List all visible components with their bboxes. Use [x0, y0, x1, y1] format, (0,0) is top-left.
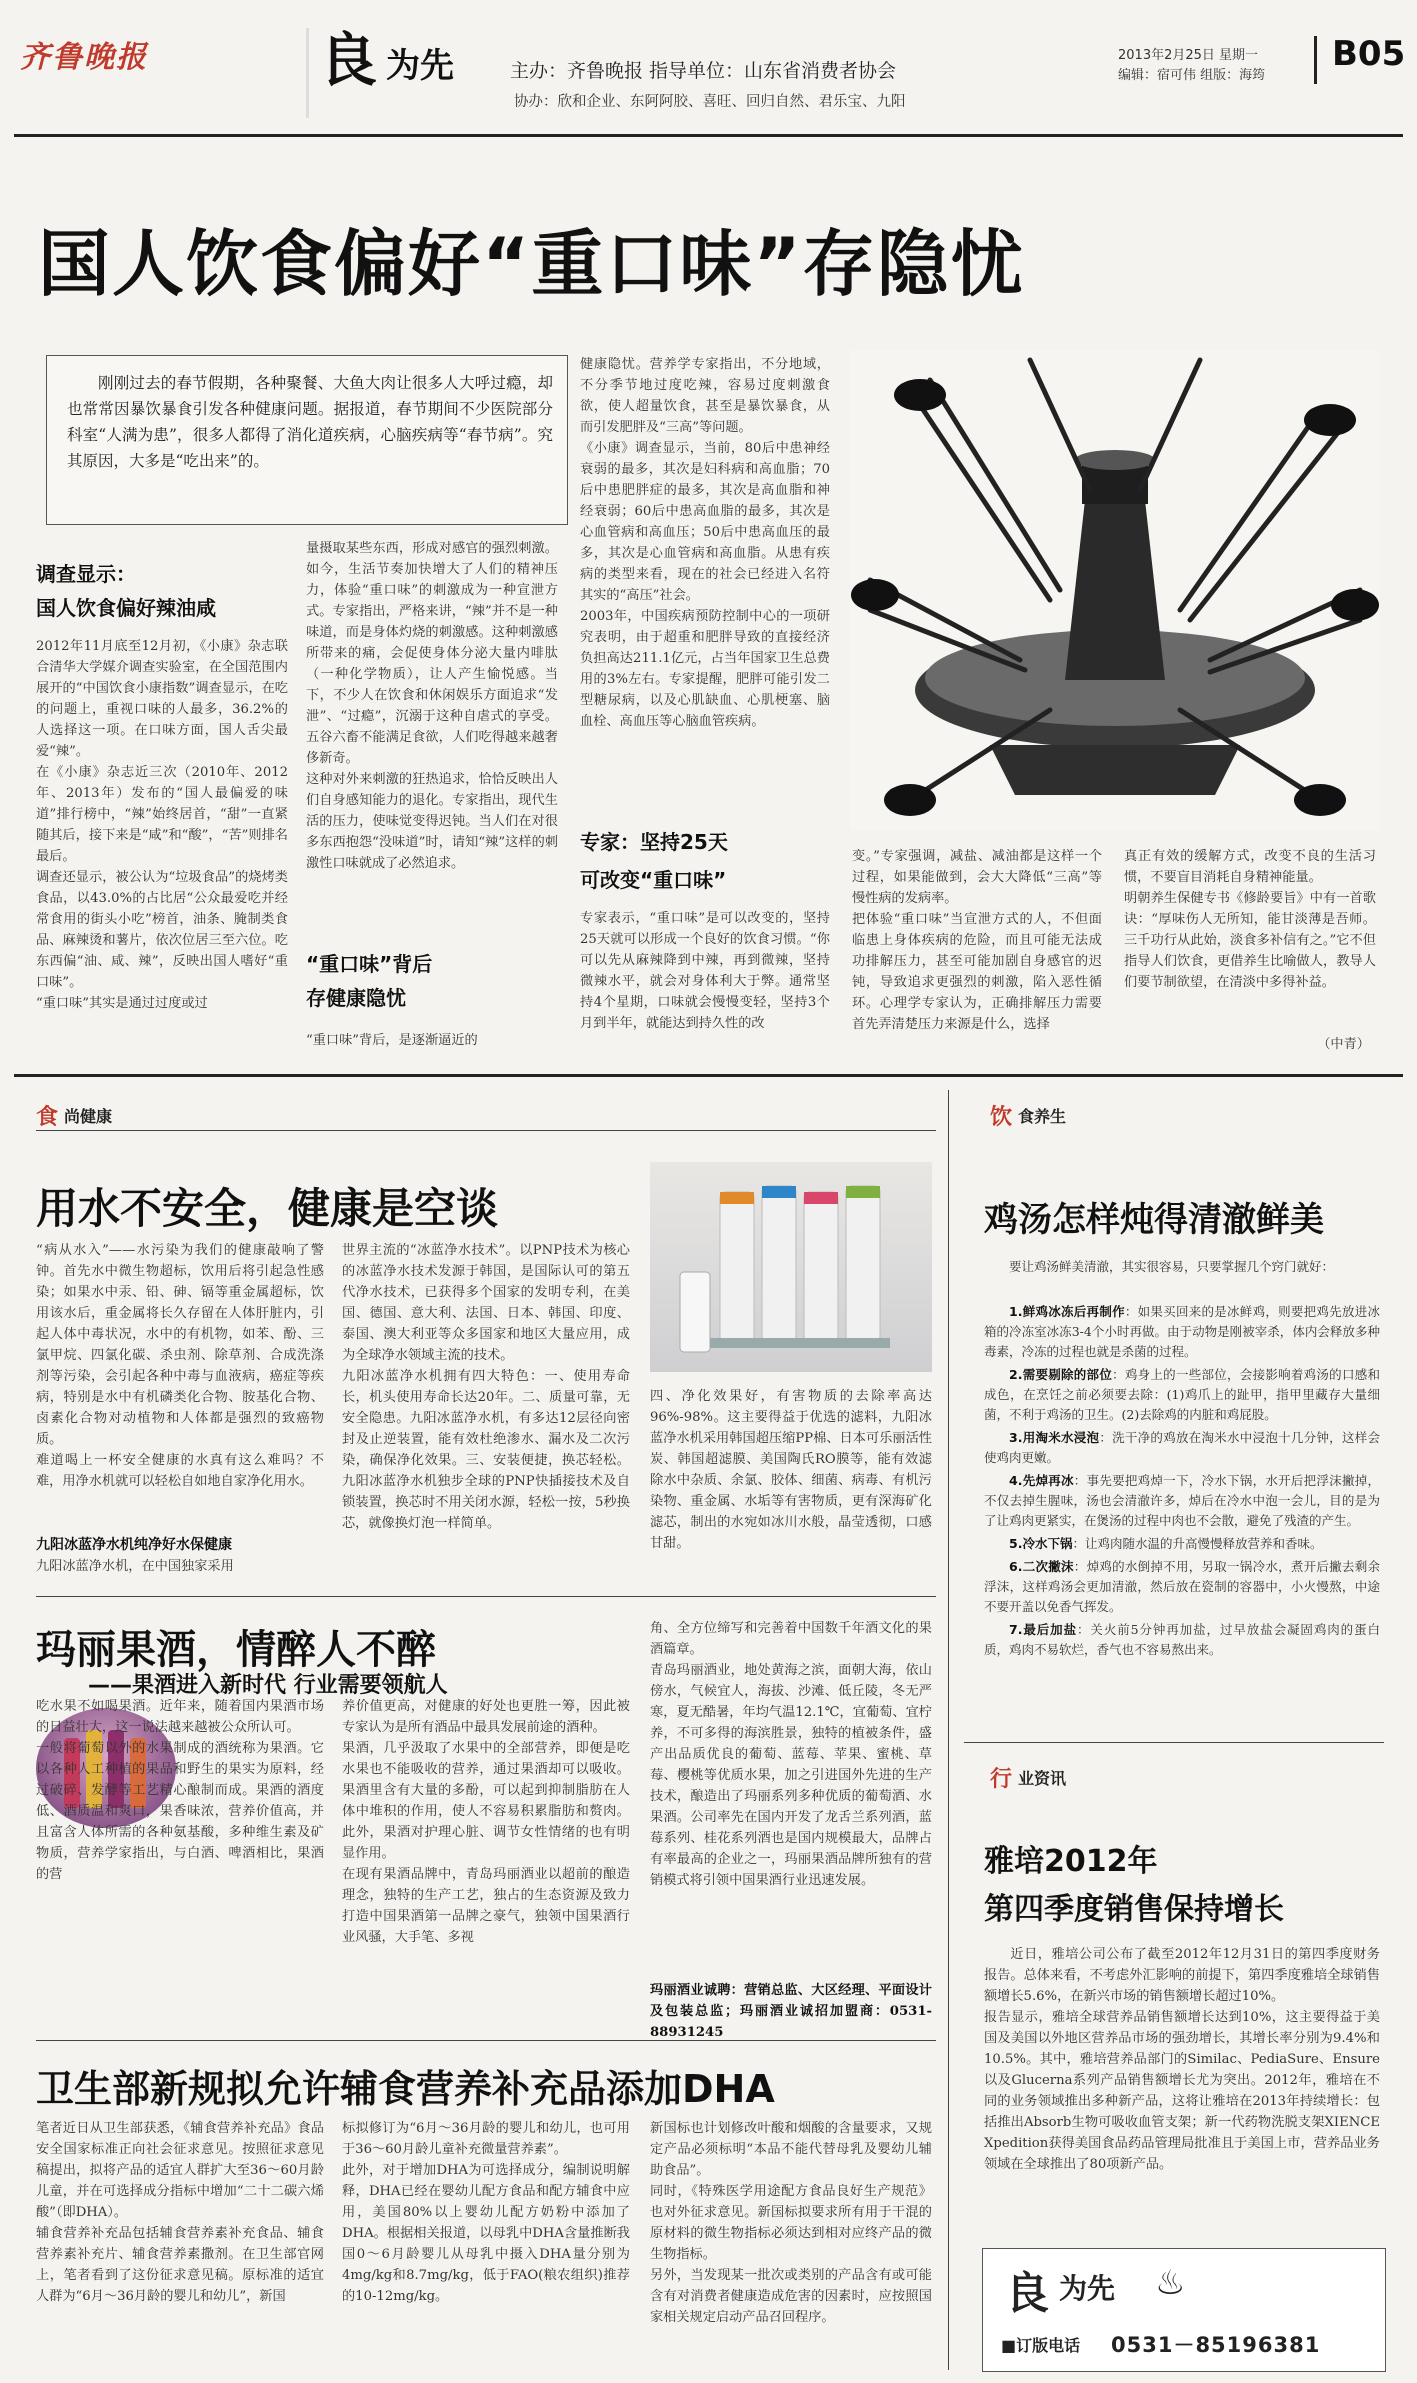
industry-headline-2: 第四季度销售保持增长 — [984, 1892, 1284, 1927]
soup-tip-text: ：让鸡肉随水温的升高慢慢释放营养和香味。 — [1072, 1536, 1323, 1551]
health-tag-rule — [36, 1130, 936, 1131]
section-tag-soup — [990, 1100, 1066, 1131]
soup-tip — [984, 1365, 1380, 1425]
soup-tip-text: ：焯鸡的水倒掉不用，另取一锅冷水，煮开后撇去剩余浮沫，这样鸡汤会更加清澈，然后放在瓷制的容器中，小火慢熬，中途不要开盖以免香气挥发。 — [984, 1559, 1380, 1614]
lead-subhead-2a: “重口味”背后 — [306, 952, 433, 976]
section-tag-industry — [990, 1762, 1066, 1793]
subscription-ad — [982, 2248, 1386, 2372]
lead-col-2b: “重口味”背后，是逐渐逼近的 — [306, 1033, 478, 1048]
soup-tip-text: ：事先要把鸡焯一下，冷水下锅，水开后把浮沫撇掉，不仅去掉生腥味，汤也会清澈许多，焯后在冷水中泡一会儿，目的是为了让鸡肉更紧实，在煲汤的过程中肉也不会散，避免了残渣的产生。 — [984, 1473, 1380, 1528]
lead-col-5: 变。”专家强调，减盐、减油都是这样一个过程，如果能做到，会大大降低“三高”等慢性病的发病率。 把体验“重口味”当宣泄方式的人，不但面临患上身体疾病的危险，而且可能无法成功排解压力，甚至可能加剧自身感官的迟钝，导致追求更强烈的刺激，陷入恶性循环。心理学专家认为，正确排解压力需要首先弄清楚压力来源是什么，选择 — [852, 849, 1102, 1032]
health-tag-label: 尚健康 — [64, 1107, 113, 1126]
soup-tip-key: 7.最后加盐 — [1009, 1622, 1077, 1637]
soup-bottom-rule — [964, 1742, 1384, 1743]
ad-hotline-label: ■订版电话 — [1001, 2336, 1081, 2355]
water-col-a-subhead: 九阳冰蓝净水机纯净好水保健康 — [36, 1537, 232, 1553]
page-number: B05 — [1332, 34, 1406, 74]
ad-phone: 0531－85196381 — [1111, 2333, 1321, 2357]
hotpot-illustration — [850, 350, 1380, 830]
soup-tip-text: ：鸡身上的一些部位，会接影响着鸡汤的口感和成色，在烹饪之前必须要去除：(1)鸡爪上的趾甲，指甲里藏存大量细菌，不利于鸡汤的卫生。(2)去除鸡的内脏和鸡屁股。 — [984, 1367, 1380, 1422]
soup-tip-text: ：如果买回来的是冰鲜鸡，则要把鸡先放进冰箱的冷冻室冰冻3-4个小时再做。由于动物是刚被宰杀，体内会释放多种毒素，冷冻的过程也就是杀菌的过程。 — [984, 1304, 1380, 1359]
soup-tag-label: 食养生 — [1018, 1107, 1067, 1126]
soup-tip — [984, 1428, 1380, 1468]
soup-tip — [984, 1302, 1380, 1362]
lead-col-4: 专家表示，“重口味”是可以改变的，坚持25天就可以形成一个良好的饮食习惯。“你可以先从麻辣降到中辣，再到微辣，坚持微辣水平，就会对身体利大于弊。通常坚持4个星期，口味就会慢慢变轻，坚持3个月到半年，就能达到持久性的改 — [580, 911, 830, 1031]
industry-body: 近日，雅培公司公布了截至2012年12月31日的第四季度财务报告。总体来看，不考虑外汇影响的前提下，第四季度雅培全球销售额增长5.6%，在新兴市场的销售额增长超过10%。 报告显示，雅培全球营养品销售额增长达到10%，这主要得益于美国及美国以外地区营养品市场的强劲增长，其增长率分别为9.4%和10.5%。其中，雅培营养品部门的Similac、PediaSure、Ensure以及Glucerna系列产品销售额增长尤为突出。2012年，雅培在不同的业务领域推出多种新产品，这将让雅培在2013年持续增长：包括推出Absorb生物可吸收血管支架；新一代药物洗脱支架XIENCE Xpedition获得美国食品药品管理局批准且于美国上市，营养品业务领域在全球推出了80项新产品。 — [984, 1947, 1380, 2172]
soup-tip — [984, 1534, 1380, 1554]
dha-col-b: 标拟修订为“6月～36月龄的婴儿和幼儿，也可用于36～60月龄儿童补充微量营养素”。 此外，对于增加DHA为可选择成分，编制说明解释，DHA已经在婴幼儿配方食品和配方辅食中应用，美国80%以上婴幼儿配方奶粉中添加了DHA。根据相关报道，以母乳中DHA含量推断我国0～6月龄婴儿从母乳中摄入DHA量分别为4mg/kg和8.7mg/kg，低于FAO(粮农组织)推荐的10-12mg/kg。 — [342, 2121, 630, 2304]
soup-tag-glyph: 饮 — [990, 1105, 1013, 1130]
host-line: 主办：齐鲁晚报 指导单位：山东省消费者协会 — [510, 60, 897, 82]
soup-tip-key: 4.先焯再冰 — [1009, 1473, 1074, 1488]
lead-subhead-3b: 可改变“重口味” — [580, 868, 727, 892]
water-col-c: 四、净化效果好，有害物质的去除率高达96%-98%。这主要得益于优选的滤料，九阳冰蓝净水机采用韩国超压缩PP棉、日本可乐丽活性炭、韩国超滤膜、美国陶氏RO膜等，能有效滤除水中杂质、余氯、胶体、细菌、病毒、有机污染物、重金属、水垢等有害物质，更有深海矿化滤芯，制出的水宛如冰川水般，晶莹透彻，口感甘甜。 — [650, 1389, 932, 1551]
soup-intro: 要让鸡汤鲜美清澈，其实很容易，只要掌握几个窍门就好： — [1009, 1259, 1335, 1274]
soup-tip — [984, 1557, 1380, 1617]
wine-subhead: ——果酒进入新时代 行业需要领航人 — [88, 1673, 448, 1698]
dha-headline: 卫生部新规拟允许辅食营养补充品添加DHA — [36, 2067, 775, 2111]
soup-tip-key: 5.冷水下锅 — [1009, 1536, 1073, 1551]
soup-tip — [984, 1620, 1380, 1660]
water-headline: 用水不安全，健康是空谈 — [36, 1184, 499, 1233]
lead-col-3: 健康隐忧。营养学专家指出，不分地域，不分季节地过度吃辣，容易过度刺激食欲，使人超量饮食，甚至是暴饮暴食，从而引发肥胖及“三高”等问题。 《小康》调查显示，当前，80后中患神经衰弱的最多，其次是妇科病和高血脂；70后中患肥胖症的最多，其次是高血脂和神经衰弱；60后中患高血脂的最多，其次是心血管病和高血压；50后中患高血压的最多，其次是心血管病和高血脂。从患有疾病的类型来看，现在的社会已经进入名符其实的“高压”社会。 2003年，中国疾病预防控制中心的一项研究表明，由于超重和肥胖导致的直接经济负担高达211.1亿元，占当年国家卫生总费用的3%左右。专家提醒，肥胖可能引发二型糖尿病，以及心肌缺血、心肌梗塞、脑血栓、高血压等心脑血管疾病。 — [580, 357, 830, 729]
soup-tip-key: 6.二次撇沫 — [1009, 1559, 1074, 1574]
water-bottom-rule — [36, 1596, 936, 1597]
lead-subhead-1b: 国人饮食偏好辣油咸 — [36, 596, 216, 620]
industry-headline-1: 雅培2012年 — [984, 1844, 1158, 1879]
water-col-b: 世界主流的“冰蓝净水技术”。以PNP技术为核心的冰蓝净水技术发源于韩国，是国际认可的第五代净水技术，已获得多个国家的发明专利，在美国、德国、意大利、法国、日本、韩国、印度、泰国、澳大利亚等众多国家和地区大量应用，成为全球净水领域主流的技术。 九阳冰蓝净水机拥有四大特色：一、使用寿命长，机头使用寿命长达20年。二、质量可靠，无安全隐患。九阳冰蓝净水机，有多达12层径向密封及止逆装置，能有效杜绝渗水、漏水及二次污染，确保净化效果。三、安装便捷，换芯轻松。九阳冰蓝净水机独步全球的PNP快插接技术及自锁装置，换芯时不用关闭水源，轻松一按，5秒换芯，就像换灯泡一样简单。 — [342, 1243, 630, 1531]
soup-headline: 鸡汤怎样炖得清澈鲜美 — [984, 1200, 1324, 1240]
section-tag-health — [36, 1100, 112, 1131]
wine-contact: 玛丽酒业诚聘：营销总监、大区经理、平面设计及包装总监；玛丽酒业诚招加盟商：0531-88931245 — [650, 1983, 932, 2040]
lead-intro-box — [46, 355, 568, 525]
dha-col-c: 新国标也计划修改叶酸和烟酸的含量要求，又规定产品必须标明“本品不能代替母乳及婴幼儿辅助食品”。 同时，《特殊医学用途配方食品良好生产规范》也对外征求意见。新国标拟要求所有用于干混的原材料的微生物指标必须达到相对应终产品的微生物指标。 另外，当发现某一批次或类别的产品含有或可能含有对消费者健康造成危害的因素时，应按照国家相关规定启动产品召回程序。 — [650, 2121, 932, 2325]
soup-tip — [984, 1471, 1380, 1531]
lead-col-2: 量摄取某些东西，形成对感官的强烈刺激。如今，生活节奏加快增大了人们的精神压力，体验“重口味”的刺激成为一种宣泄方式。专家指出，严格来讲，“辣”并不是一种味道，而是身体灼烧的刺激感。这种刺激感所带来的痛，会促使身体分泌大量内啡肽（一种化学物质），让人产生愉悦感。当下，不少人在饮食和休闲娱乐方面追求“发泄”、“过瘾”，沉溺于这种自虐式的享受。五谷六畜不能满足食欲，人们吃得越来越奢侈新奇。 这种对外来刺激的狂热追求，恰恰反映出人们自身感知能力的退化。专家指出，现代生活的压力，使味觉变得迟钝。当人们在对很多东西抱怨“没味道”时，请知“辣”这样的刺激性口味就成了必然追求。 — [306, 541, 558, 871]
wine-headline: 玛丽果酒，情醉人不醉 — [36, 1627, 436, 1673]
industry-tag-glyph: 行 — [990, 1767, 1013, 1792]
water-col-a-2: 九阳冰蓝净水机，在中国独家采用 — [36, 1559, 234, 1574]
lead-subhead-3a: 专家：坚持25天 — [580, 830, 728, 854]
editors: 编辑：宿可伟 组版：海筠 — [1118, 68, 1266, 83]
lead-subhead-1: 调查显示： — [36, 562, 136, 586]
ad-logo-mark: 良 — [1005, 2268, 1049, 2319]
lead-intro: 刚刚过去的春节假期，各种聚餐、大鱼大肉让很多人大呼过瘾，却也常常因暴饮暴食引发各种健康问题。据报道，春节期间不少医院部分科室“人满为患”，很多人都得了消化道疾病，心脑疾病等“春节病”。究其原因，大多是“吃出来”的。 — [67, 374, 553, 470]
right-column-divider — [948, 1090, 949, 2370]
wine-col-a: 吃水果不如喝果酒。近年来，随着国内果酒市场的日益壮大，这一说法越来越被公众所认可。 一般将葡萄以外的水果制成的酒统称为果酒。它以各种人工种植的果品和野生的果实为原料，经过破碎、发酵等工艺精心酿制而成。果酒的酒度低、酒质温和爽口，果香味浓，营养价值高，并且富含人体所需的各种氨基酸，多种维生素及矿物质，营养学家指出，与白酒、啤酒相比，果酒的营 — [36, 1699, 324, 1882]
wine-bottom-rule — [36, 2040, 936, 2041]
soup-tip-text: ：关火前5分钟再加盐，过早放盐会凝固鸡肉的蛋白质，鸡肉不易软烂，香气也不容易熬出来。 — [984, 1622, 1380, 1657]
masthead-rule — [14, 134, 1403, 137]
soup-tip-key: 1.鲜鸡冰冻后再制作 — [1009, 1304, 1125, 1319]
lead-subhead-2b: 存健康隐忧 — [306, 986, 406, 1010]
lead-col-1: 2012年11月底至12月初，《小康》杂志联合清华大学媒介调查实验室，在全国范围内展开的“中国饮食小康指数”调查显示，在吃的问题上，重视口味的人最多，36.2%的人选择这一项。在口味方面，国人舌尖最爱“辣”。 在《小康》杂志近三次（2010年、2012年、2013年）发布的“国人最偏爱的味道”排行榜中，“辣”始终居首，“甜”一直紧随其后，接下来是“咸”和“酸”，“苦”则排名最后。 调查还显示，被公认为“垃圾食品”的烧烤类食品，以43.0%的占比居“公众最爱吃并经常食用的街头小吃”榜首，油条、腌制类食品、麻辣烫和薯片，依次位居三至六位。吃东西偏“油、咸、辣”，反映出国人嗜好“重口味”。 “重口味”其实是通过过度或过 — [36, 639, 288, 1011]
column-logo-text: 为先 — [386, 46, 454, 86]
lead-byline: （中青） — [1317, 1037, 1370, 1052]
masthead — [14, 26, 1406, 132]
water-filter-photo — [650, 1162, 932, 1372]
wine-col-b: 养价值更高，对健康的好处也更胜一筹，因此被专家认为是所有酒品中最具发展前途的酒种。 果酒，几乎汲取了水果中的全部营养，即便是吃水果也不能吸收的营养，通过果酒却可以吸收。果酒里含有大量的多酚，可以起到抑制脂肪在人体中堆积的作用，使人不容易积累脂肪和赘肉。此外，果酒对护理心脏、调节女性情绪的也有明显作用。 在现有果酒品牌中，青岛玛丽酒业以超前的酿造理念，独特的生产工艺，独占的生态资源及致力打造中国果酒第一品牌之豪气，独领中国果酒行业风骚，大手笔、多视 — [342, 1699, 630, 1945]
soup-tips — [984, 1302, 1380, 1732]
lead-col-6: 真正有效的缓解方式，改变不良的生活习惯，不要盲目消耗自身精神能量。 明朝养生保健专书《修龄要旨》中有一首歌诀：“厚味伤人无所知，能甘淡薄是吾师。三千功行从此始，淡食多补信有之。”它不但指导人们饮食，更借养生比喻做人，教导人们要节制欲望，在清淡中多得补益。 — [1124, 849, 1376, 990]
issue-date: 2013年2月25日 星期一 — [1118, 48, 1259, 63]
ad-logo-text: 为先 — [1059, 2272, 1116, 2305]
wine-col-c: 角、全方位缔写和完善着中国数千年酒文化的果酒篇章。 青岛玛丽酒业，地处黄海之滨，面朝大海，依山傍水，气候宜人，海拔、沙滩、低丘陵，冬无严寒，夏无酷暑，年均气温12.1℃，宜葡萄、宜柠养，不可多得的海滨胜景，独特的植被条件，盛产出品质优良的葡萄、蓝莓、苹果、蜜桃、草莓、樱桃等优质水果，加之引进国外先进的生产技术，酿造出了玛丽系列多种优质的葡萄酒、水果酒。公司率先在国内开发了龙舌兰系列酒，蓝莓系列、桂花系列酒也是国内规模最大，品牌占有率最高的企业之一，玛丽果酒品牌所独有的营销模式将引领中国果酒行业迅速发展。 — [650, 1621, 932, 1888]
newspaper-logo: 齐鲁晚报 — [20, 40, 148, 75]
column-logo-mark: 良 — [319, 26, 378, 94]
hot-soup-icon: ♨ — [1155, 2263, 1186, 2303]
soup-tip-key: 3.用淘米水浸泡 — [1009, 1430, 1100, 1445]
dha-col-a: 笔者近日从卫生部获悉，《辅食营养补充品》食品安全国家标准正向社会征求意见。按照征求意见稿提出，拟将产品的适宜人群扩大至36～60月龄儿童，并在可选择成分指标中增加“二十二碳六烯酸”（即DHA）。 辅食营养补充品包括辅食营养素补充食品、辅食营养素补充片、辅食营养素撒剂。在卫生部官网上，笔者看到了这份征求意见稿。原标准的适宜人群为“6月～36月龄的婴儿和幼儿”，新国 — [36, 2121, 324, 2304]
water-filter-icon — [650, 1162, 932, 1372]
lead-headline: 国人饮食偏好“重口味”存隐忧 — [38, 222, 1025, 306]
soup-tip-text: ：洗干净的鸡放在淘米水中浸泡十几分钟，这样会使鸡肉更嫩。 — [984, 1430, 1380, 1465]
soup-tip-key: 2.需要剔除的部位 — [1009, 1367, 1113, 1382]
health-tag-glyph: 食 — [36, 1105, 59, 1130]
industry-tag-label: 业资讯 — [1018, 1769, 1067, 1788]
water-col-a: “病从水入”——水污染为我们的健康敲响了警钟。首先水中微生物超标，饮用后将引起急性感染；如果水中汞、铅、砷、镉等重金属超标，饮用该水后，重金属将长久存留在人体肝脏内，引起人体中毒状况，水中的有机物，如苯、酚、三氯甲烷、四氯化碳、杀虫剂、除草剂、合成洗涤剂等污染，会引起各种中毒与血液病，癌症等疾病，特别是水中有机磷类化合物、胺基化合物、卤素化合物对动植物和人体都是强烈的致癌物质。 难道喝上一杯安全健康的水真有这么难吗？不难，用净水机就可以轻松自如地自家净化用水。 — [36, 1243, 324, 1489]
partners-line: 协办：欣和企业、东阿阿胶、喜旺、回归自然、君乐宝、九阳 — [514, 94, 906, 110]
lead-bottom-rule — [14, 1074, 1403, 1077]
